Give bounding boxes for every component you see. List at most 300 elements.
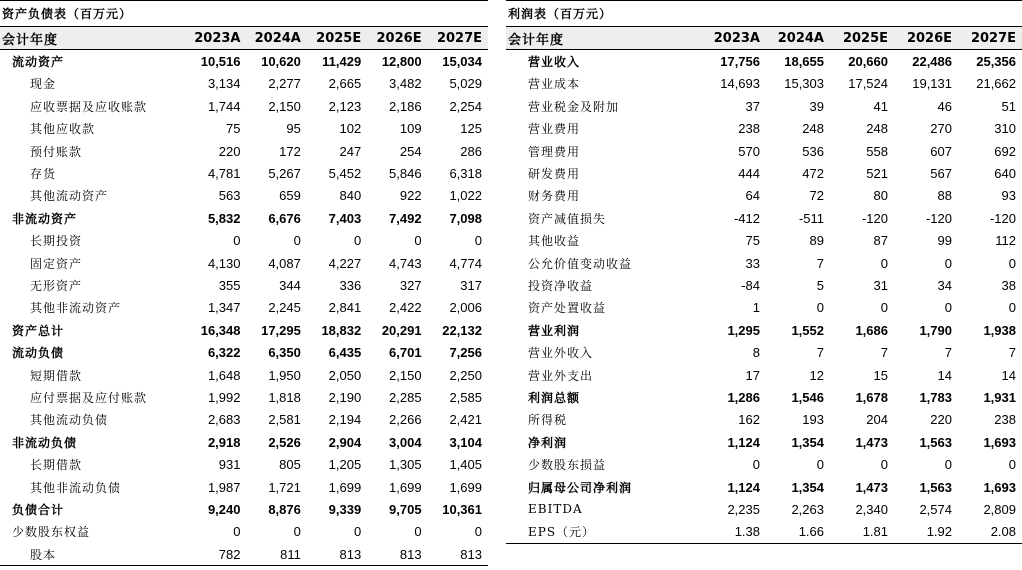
table-row [506,252,1022,274]
row-value: 1,992 [207,389,241,405]
row-value: 2,904 [328,434,362,450]
table-row [0,476,488,498]
row-label: 预付账款 [30,144,83,159]
header-year: 2026E [906,30,952,46]
table-row [0,453,488,475]
row-value: 7,403 [328,210,362,226]
row-value: 805 [279,457,301,473]
row-value: 1,648 [207,367,241,383]
balance-sheet-panel [0,0,488,566]
row-value: 1.81 [862,524,888,540]
row-value: 0 [880,255,888,271]
balance-sheet-table [0,26,488,566]
row-value: 14 [1001,367,1016,383]
table-row [0,162,488,184]
row-label: 存货 [30,167,57,182]
row-value: 1,699 [449,479,482,495]
row-value: 25,356 [976,54,1016,70]
row-value: 1,286 [727,389,760,405]
row-label: EPS（元） [528,525,596,540]
row-value: 1,938 [983,322,1016,338]
row-value: 4,774 [449,255,482,271]
row-value: 1,552 [791,322,824,338]
row-label: 长期借款 [30,458,83,473]
table-row [506,409,1022,431]
row-value: 75 [226,121,241,137]
row-value: 3,104 [449,434,482,450]
row-value: 238 [994,412,1016,428]
row-value: 1,305 [389,457,422,473]
row-label: 利润总额 [528,390,581,405]
row-value: 558 [866,143,888,159]
row-value: 2,585 [449,389,482,405]
header-label: 会计年度 [508,32,565,48]
row-label: 资产减值损失 [528,211,607,226]
row-value: 813 [339,546,362,562]
row-value: 0 [233,233,241,249]
row-value: 1,678 [855,389,888,405]
row-value: 6,322 [207,345,241,361]
row-value: 1,205 [328,457,362,473]
row-value: -120 [989,210,1016,226]
row-value: 4,087 [268,255,301,271]
row-value: 2,006 [449,300,482,316]
row-value: 2,254 [449,98,482,114]
row-value: 18,655 [784,54,824,70]
table-row [506,319,1022,341]
row-value: 4,781 [207,166,241,182]
row-value: 17 [745,367,760,383]
row-value: 472 [802,166,824,182]
row-label: 无形资产 [30,278,83,293]
row-value: 1,790 [919,322,952,338]
row-value: 88 [937,188,952,204]
row-value: 0 [293,524,301,540]
row-value: 310 [994,121,1016,137]
row-label: 资产处置收益 [528,301,607,316]
table-row [506,431,1022,453]
header-year: 2026E [376,30,422,46]
row-value: 2,918 [207,434,241,450]
row-label: 营业外支出 [528,368,594,383]
row-value: 2,194 [328,412,362,428]
row-value: 5,029 [449,76,482,92]
row-value: 521 [866,166,888,182]
row-value: 7 [880,345,888,361]
table-row [506,185,1022,207]
income-statement-header-row [506,27,1022,50]
row-value: 15 [873,367,888,383]
row-value: 1,686 [855,322,888,338]
table-row [0,319,488,341]
row-label: 流动资产 [12,55,65,70]
row-value: 109 [399,121,422,137]
row-value: 10,361 [442,501,482,517]
header-year: 2023A [713,30,760,46]
row-value: 6,676 [268,210,301,226]
row-value: 3,004 [389,434,422,450]
header-year: 2023A [194,30,241,46]
row-value: 33 [745,255,760,271]
row-label: 归属母公司净利润 [528,480,633,495]
row-label: 固定资产 [30,256,83,271]
row-value: 14 [937,367,952,383]
table-row [0,73,488,95]
row-value: 811 [280,546,301,562]
income-statement-body [506,50,1022,544]
row-value: 51 [1001,98,1016,114]
row-value: 931 [218,457,241,473]
table-row [506,386,1022,408]
row-value: 0 [353,524,362,540]
row-label: 投资净收益 [528,278,594,293]
row-label: 其他非流动负债 [30,480,122,495]
table-row [506,118,1022,140]
row-value: 64 [745,188,760,204]
row-label: 研发费用 [528,167,581,182]
table-row [506,521,1022,544]
row-value: 7 [816,345,824,361]
row-value: 2,581 [268,412,301,428]
row-value: 20,660 [848,54,888,70]
row-value: 1 [752,300,760,316]
row-value: 286 [460,143,482,159]
row-value: 1.92 [926,524,952,540]
row-label: 资产总计 [12,323,65,338]
row-value: 1,783 [919,389,952,405]
row-value: 2,245 [268,300,301,316]
row-label: 股本 [30,547,57,562]
row-value: 18,832 [321,322,362,338]
table-row [0,118,488,140]
table-row [0,274,488,296]
row-value: 34 [937,277,952,293]
row-value: 2,841 [328,300,362,316]
row-label: EBITDA [528,502,583,517]
row-value: 22,132 [442,322,482,338]
row-value: 6,701 [389,345,422,361]
row-label: 其他收益 [528,234,581,249]
row-value: 2,186 [389,98,422,114]
row-value: 3,482 [389,76,422,92]
row-value: 10,620 [261,54,301,70]
header-year: 2027E [436,30,482,46]
table-row [0,207,488,229]
row-value: 248 [866,121,888,137]
row-value: 254 [399,143,422,159]
table-row [506,498,1022,520]
header-label: 会计年度 [2,32,59,48]
row-value: 31 [873,277,888,293]
row-value: 1,693 [983,434,1016,450]
row-value: 0 [944,300,952,316]
row-label: 应付票据及应付账款 [30,390,148,405]
row-label: 营业收入 [528,55,581,70]
balance-sheet-title: 资产负债表（百万元） [0,0,488,26]
row-value: 5,846 [389,166,422,182]
row-value: 2,285 [389,389,422,405]
row-value: 1,405 [449,457,482,473]
row-label: 营业外收入 [528,346,594,361]
row-value: 0 [474,233,482,249]
row-value: 1,022 [449,188,482,204]
row-value: 172 [279,143,301,159]
row-value: 2,421 [449,412,482,428]
row-value: 193 [802,412,824,428]
row-label: 非流动资产 [12,211,78,226]
row-value: 95 [286,121,301,137]
row-value: 17,295 [261,322,301,338]
row-value: 80 [873,188,888,204]
row-value: 11,429 [322,54,362,70]
row-value: 0 [353,233,362,249]
row-value: 2,526 [268,434,301,450]
row-value: 4,227 [328,255,362,271]
row-value: 2,340 [855,501,888,517]
table-row [506,476,1022,498]
row-value: 1,931 [983,389,1016,405]
row-label: 净利润 [528,435,568,450]
row-value: 2,235 [727,501,760,517]
row-value: 1,124 [727,434,760,450]
row-value: 38 [1001,277,1016,293]
row-value: 1,693 [983,479,1016,495]
row-label: 长期投资 [30,234,83,249]
row-label: 财务费用 [528,189,581,204]
row-value: 336 [339,277,362,293]
table-row [0,386,488,408]
table-row [0,431,488,453]
row-value: 125 [460,121,482,137]
row-value: 21,662 [976,76,1016,92]
row-value: 12,800 [381,54,422,70]
row-value: 204 [866,412,888,428]
row-value: 2,574 [919,501,952,517]
row-value: 8 [752,345,760,361]
row-label: 其他应收款 [30,122,96,137]
row-value: 4,743 [389,255,422,271]
income-statement-table [506,26,1022,544]
row-label: 营业费用 [528,122,581,137]
row-label: 公允价值变动收益 [528,256,633,271]
row-label: 负债合计 [12,502,65,517]
row-value: 1,473 [855,479,888,495]
row-value: 692 [994,143,1016,159]
row-value: 0 [816,457,824,473]
row-value: 1,354 [791,434,824,450]
row-value: 10,516 [200,54,241,70]
row-value: 16,348 [200,322,241,338]
row-value: -120 [861,210,888,226]
row-label: 非流动负债 [12,435,78,450]
row-value: 813 [460,546,482,562]
row-value: 0 [944,457,952,473]
table-row [506,140,1022,162]
row-value: 1.38 [734,524,760,540]
row-value: 7 [1008,345,1016,361]
table-row [0,185,488,207]
row-value: 840 [339,188,362,204]
row-value: 1,699 [389,479,422,495]
row-value: 6,318 [449,166,482,182]
row-value: 17,756 [720,54,760,70]
table-row [0,498,488,520]
table-row [506,73,1022,95]
row-value: 2,150 [268,98,301,114]
table-row [506,297,1022,319]
row-value: 87 [873,233,888,249]
row-value: 1,987 [207,479,241,495]
row-value: 14,693 [720,76,760,92]
row-value: 2,263 [791,501,824,517]
balance-sheet-body [0,50,488,566]
row-label: 少数股东损益 [528,458,607,473]
row-value: 72 [809,188,824,204]
row-value: 0 [414,524,422,540]
row-value: 220 [930,412,952,428]
row-value: 17,524 [848,76,888,92]
row-value: 2,809 [983,501,1016,517]
row-value: 37 [745,98,760,114]
row-value: 20,291 [381,322,422,338]
header-year: 2025E [316,30,362,46]
row-value: 1.66 [798,524,824,540]
row-label: 短期借款 [30,368,83,383]
table-row [0,409,488,431]
row-value: 2,266 [389,412,422,428]
table-row [506,341,1022,363]
balance-sheet-header-row [0,27,488,50]
row-value: 247 [339,143,362,159]
table-row [0,252,488,274]
row-value: 220 [218,143,241,159]
row-value: 1,563 [919,434,952,450]
row-label: 营业利润 [528,323,581,338]
row-label: 营业成本 [528,77,581,92]
row-value: 355 [218,277,241,293]
row-value: 1,563 [919,479,952,495]
row-value: 563 [218,188,241,204]
table-row [0,543,488,566]
table-row [0,50,488,73]
row-value: 270 [930,121,952,137]
row-label: 其他非流动资产 [30,301,122,316]
row-value: 7,256 [449,345,482,361]
row-value: 12 [809,367,824,383]
row-value: 15,034 [442,54,482,70]
row-value: 0 [474,524,482,540]
row-value: 75 [745,233,760,249]
row-value: 7 [944,345,952,361]
row-value: 41 [873,98,888,114]
income-statement-panel [506,0,1022,544]
row-value: 112 [995,233,1016,249]
row-value: 7 [816,255,824,271]
row-value: 2,190 [328,389,362,405]
row-value: 8,876 [268,501,301,517]
row-value: 1,347 [207,300,241,316]
row-value: 5,832 [207,210,241,226]
header-year: 2024A [254,30,301,46]
row-value: 1,473 [855,434,888,450]
row-value: 2,123 [328,98,362,114]
table-row [0,230,488,252]
row-value: 6,350 [268,345,301,361]
table-row [506,453,1022,475]
row-value: 39 [809,98,824,114]
row-value: -511 [798,210,824,226]
row-value: 19,131 [912,76,952,92]
row-value: 2,422 [389,300,422,316]
row-label: 现金 [30,77,57,92]
row-value: 567 [930,166,952,182]
row-value: 570 [738,143,760,159]
table-row [506,95,1022,117]
row-value: 0 [880,300,888,316]
header-year: 2025E [842,30,888,46]
row-label: 其他流动资产 [30,189,109,204]
row-value: 9,705 [389,501,422,517]
row-value: 22,486 [912,54,952,70]
row-label: 营业税金及附加 [528,99,620,114]
row-value: 0 [414,233,422,249]
row-value: 1,721 [268,479,301,495]
row-value: 0 [944,255,952,271]
row-value: 2,665 [328,76,362,92]
table-row [0,95,488,117]
row-value: 2,050 [328,367,362,383]
row-value: 6,435 [328,345,362,361]
row-value: 0 [752,457,760,473]
row-value: 93 [1001,188,1016,204]
row-label: 所得税 [528,413,568,428]
row-value: 1,950 [268,367,301,383]
row-value: 1,818 [268,389,301,405]
row-label: 管理费用 [528,144,581,159]
row-value: 89 [809,233,824,249]
row-value: 317 [460,277,482,293]
row-value: 2,683 [207,412,241,428]
row-value: 659 [279,188,301,204]
table-row [0,140,488,162]
row-value: 444 [738,166,760,182]
row-value: 2,277 [268,76,301,92]
row-value: 9,240 [207,501,241,517]
row-label: 流动负债 [12,346,65,361]
row-value: 782 [218,546,241,562]
row-value: 46 [937,98,952,114]
header-year: 2027E [970,30,1016,46]
row-value: 0 [816,300,824,316]
row-value: 3,134 [207,76,241,92]
row-label: 少数股东权益 [12,525,91,540]
row-value: 922 [399,188,422,204]
row-value: 4,130 [207,255,241,271]
table-row [506,162,1022,184]
row-value: 607 [930,143,952,159]
row-value: 1,744 [207,98,241,114]
row-value: 2.08 [990,524,1016,540]
row-value: 1,354 [791,479,824,495]
row-value: 5,452 [328,166,362,182]
row-value: 0 [233,524,241,540]
row-value: 5 [816,277,824,293]
row-value: -120 [925,210,952,226]
table-row [506,207,1022,229]
row-value: 5,267 [268,166,301,182]
row-value: 248 [802,121,824,137]
header-year: 2024A [777,30,824,46]
